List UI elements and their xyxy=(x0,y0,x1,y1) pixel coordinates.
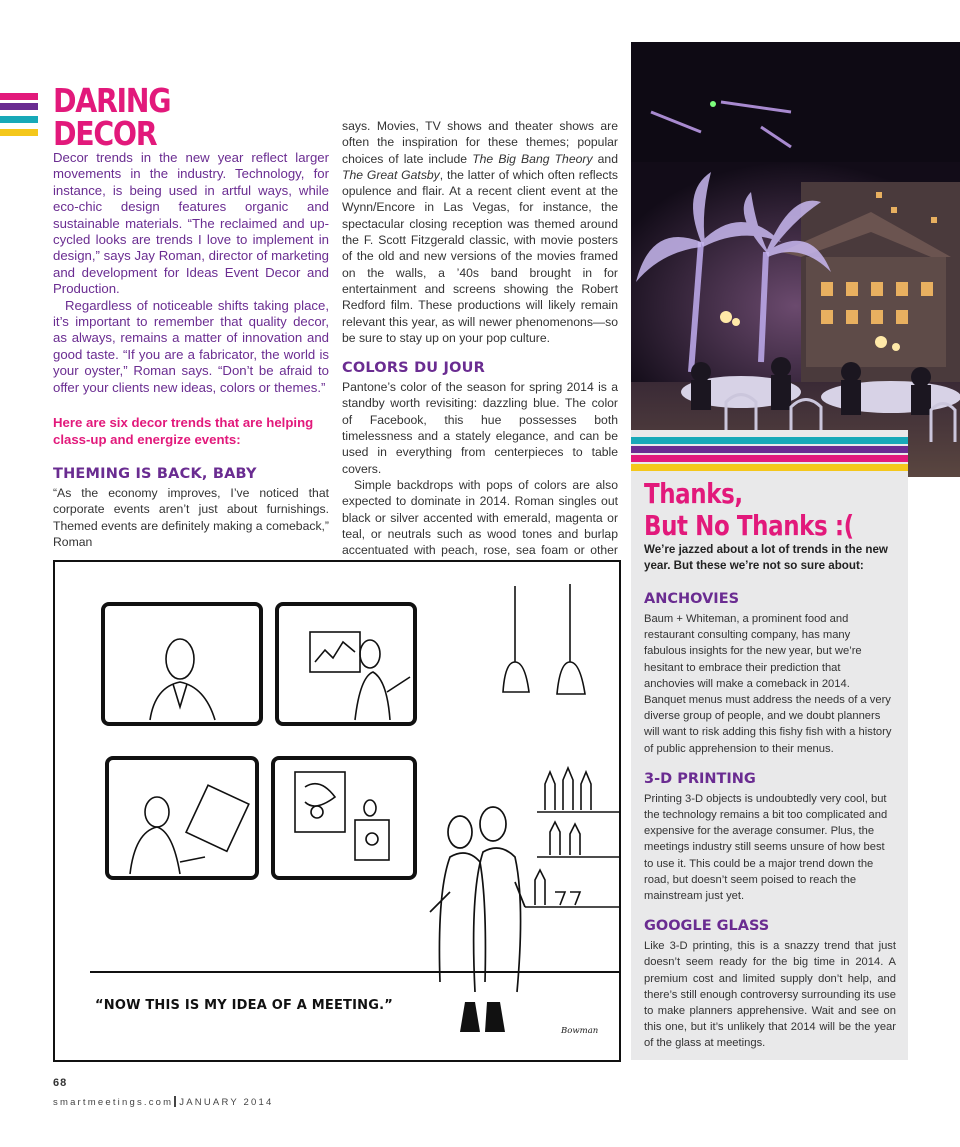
sidebar-heading-anchovies: ANCHOVIES xyxy=(644,591,740,607)
sidebar-text-google-glass: Like 3-D printing, this is a snazzy trend that just doesn’t seem ready for the big time in 2014. A premium cost and limited supply don’t help, and there’s still enough controversy surrounding its use to make planners apprehensive. Wait and see on this one, but it’s unlikely that 2014 will be the year of the glass at meetings. xyxy=(644,940,896,1050)
footer-issue: JANUARY 2014 xyxy=(179,1097,274,1108)
heading-theming: THEMING IS BACK, BABY xyxy=(53,465,257,482)
sidebar-content xyxy=(644,478,906,1052)
sidebar-heading-3d-printing: 3-D PRINTING xyxy=(644,770,756,787)
stripe-pink-sidebar xyxy=(631,455,908,462)
cartoon-signature: Bowman xyxy=(561,1026,599,1036)
sidebar-title-line1: Thanks, xyxy=(644,477,743,510)
stripe-purple-left xyxy=(0,103,38,110)
sidebar-intro: We’re jazzed about a lot of trends in the new year. But these we’re not so sure about: xyxy=(644,543,888,572)
stripe-pink-left xyxy=(0,93,38,100)
section-title-line1: DARING xyxy=(53,81,171,120)
stripe-teal-sidebar xyxy=(631,437,908,444)
cartoon-caption: “NOW THIS IS MY IDEA OF A MEETING.” xyxy=(95,998,393,1013)
cartoon-drawing xyxy=(55,562,619,1060)
stripe-teal-left xyxy=(0,116,38,123)
sidebar-title xyxy=(644,478,859,542)
stripe-purple-sidebar xyxy=(631,446,908,453)
show-title: The Big Bang Theory xyxy=(472,151,593,166)
colors-paragraph: Pantone’s color of the season for spring 2014 is a standby worth revisiting: dazzling blue. The color of Facebook, this hue possesses both timelessness and a stately elegance, and can be used in everything from centerpieces to table covers. xyxy=(342,380,618,476)
page-number: 68 xyxy=(53,1077,68,1089)
section-title xyxy=(53,81,290,153)
intro-paragraph: Decor trends in the new year reflect larger movements in the industry. Technology, for instance, is being used in artful ways, while eco-chic design features organic and sustainable materials. “The reclaimed and up-cycled looks are trends I love to implement in design,” says Jay Roman, director of marketing and development for Ideas Event Decor and Production. xyxy=(53,150,329,297)
section-title-line2: DECOR xyxy=(53,114,157,153)
column-left xyxy=(53,81,329,551)
event-photo xyxy=(631,42,960,477)
sidebar-title-line2: But No Thanks :( xyxy=(644,509,854,542)
stripe-yellow-left xyxy=(0,129,38,136)
text-run: and xyxy=(592,151,618,166)
footer-site: smartmeetings.com xyxy=(53,1097,174,1108)
trends-lead: Here are six decor trends that are helping class-up and energize events: xyxy=(53,415,314,447)
film-title: The Great Gatsby xyxy=(342,167,440,182)
theming-paragraph: “As the economy improves, I’ve noticed that corporate events aren’t just about furnishings. Themed events are definitely making a comeback,” Roman xyxy=(53,485,329,550)
event-photo-art xyxy=(631,42,960,477)
heading-colors: COLORS DU JOUR xyxy=(342,360,485,377)
body-paragraph: Regardless of noticeable shifts taking place, it’s important to remember that quality decor, as always, remains a matter of innovation and good taste. “If you are a fabricator, the world is your oyster,” Roman says. “Don’t be afraid to offer your clients new ideas, colors or themes.” xyxy=(53,297,329,395)
column-middle xyxy=(342,118,618,575)
sidebar-text-anchovies: Baum + Whiteman, a prominent food and restaurant consulting company, has many fabulous insights for the new year, but we’re hesitant to embrace their prediction that anchovies will make a comeback in 2014. Banquet menus must address the needs of a very diverse group of people, and we doubt planners will want to risk adding this fishy fish with a history of public apprehension to their menus. xyxy=(644,613,892,755)
stripe-yellow-sidebar xyxy=(631,464,908,471)
cartoon xyxy=(53,560,621,1062)
footer-credit xyxy=(53,1096,273,1108)
text-run: says. Movies, TV shows and theater shows are often the inspiration for these themes; popular choices of late include xyxy=(342,119,618,166)
sidebar-text-3d-printing: Printing 3-D objects is undoubtedly very cool, but the technology remains a bit too complicated and expensive for the average consumer. Plus, the meetings industry still seems unsure of how best to use it. This could be a major trend down the road, but doesn’t seem poised to reach the mainstream just yet. xyxy=(644,792,888,903)
theming-continued-paragraph xyxy=(342,118,618,346)
text-run: , the latter of which often reflects opulence and flair. At a recent client event at the Wynn/Encore in Las Vegas, for instance, the spectacular closing reception was themed around the F. Scott Fitzgerald classic, with movie posters of the old and new versions of the movies framed on the walls, a ’40s band brought in for entertainment and screens showing the Robert Redford film. These productions will likely remain relevant this year, as will newer phenomenons—so be sure to stay up on your pop culture. xyxy=(342,167,618,345)
sidebar-heading-google-glass: GOOGLE GLASS xyxy=(644,918,770,935)
footer-divider xyxy=(174,1096,176,1107)
colors-paragraph-2: Simple backdrops with pops of colors are also expected to dominate in 2014. Roman singles out black or silver accented with emerald, magenta or teal, or neutrals such as wood tones and burlap accentuated with peach, rose, sea foam or other xyxy=(342,477,618,558)
sidebar xyxy=(631,430,908,1060)
